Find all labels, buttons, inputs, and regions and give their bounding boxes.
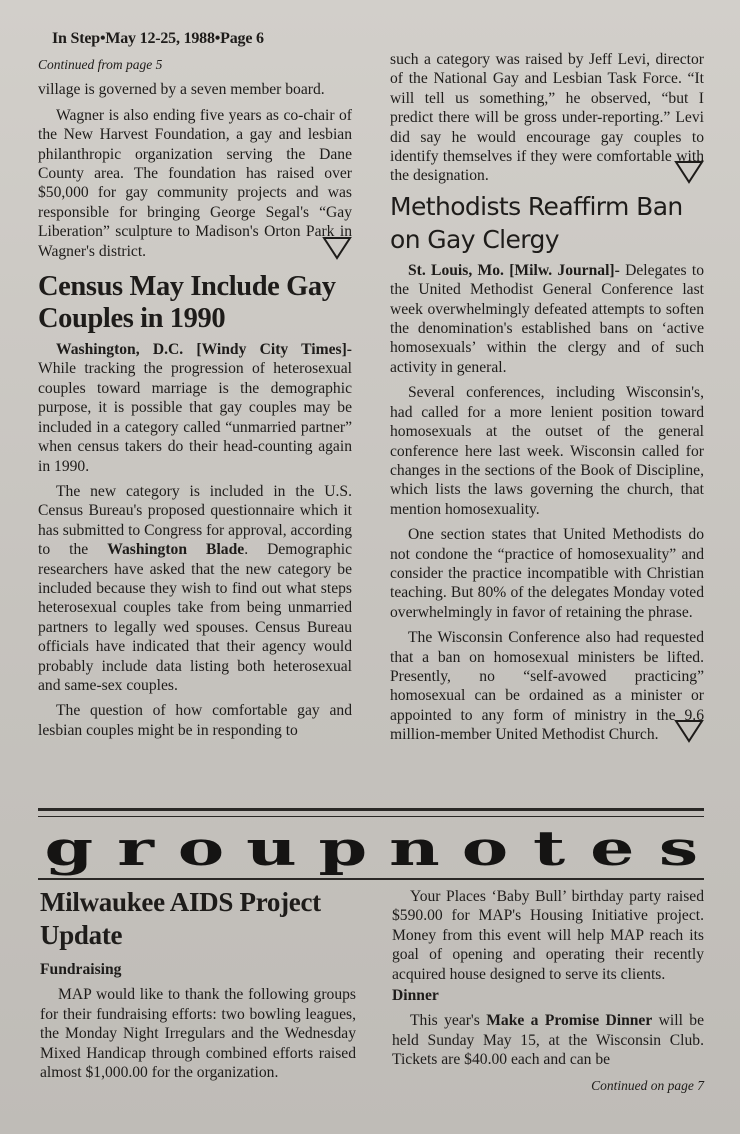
- census-dateline: Washington, D.C. [Windy City Times]-: [56, 341, 352, 359]
- census-continuation: [390, 50, 704, 186]
- page-folio: In Step•May 12-25, 1988•Page 6: [52, 30, 264, 47]
- banner-letter: t: [533, 821, 566, 877]
- group-notes-left-column: [40, 886, 356, 1082]
- baby-bull-paragraph: Your Places ‘Baby Bull’ birthday party raised $590.00 for MAP's Housing Initiative project. Money from this event will help MAP reach its goal of opening and operating their recently acquired house designed to serve its clients.: [392, 888, 704, 983]
- continued-on-note: Continued on page 7: [591, 1077, 704, 1093]
- right-column: [390, 50, 704, 745]
- census-paragraph-3: The question of how comfortable gay and lesbian couples might be in responding to: [38, 702, 352, 739]
- banner-rule-top-thin: [38, 816, 704, 817]
- census-paragraph-2-text-a: The new category is included in the U.S. Census Bureau's proposed questionnaire which it has submitted to Congress for approval, according to the: [38, 482, 352, 559]
- banner-letter: o: [177, 821, 225, 877]
- left-column: [38, 55, 352, 740]
- map-headline: Milwaukee AIDS Project Update: [40, 887, 321, 950]
- census-headline: Census May Include Gay Couples in 1990: [38, 271, 336, 335]
- methodists-paragraph-2: Several conferences, including Wisconsin's, had called for a more lenient position toward homosexuals at the outset of the general conference here last week. Wisconsin called for changes in the sections of the Book of Discipline, which lists the laws governing the church, that mention homosexuality.: [390, 384, 704, 518]
- census-continuation-text: such a category was raised by Jeff Levi, director of the National Gay and Lesbian Task Force. “It will tell us something,” he observed, “but I predict there will be gross under-reporting.” Levi did say he would encourage gay couples to identify themselves if they were comfortable with the designation.: [390, 51, 704, 185]
- wagner-paragraph-2-text: Wagner is also ending five years as co-chair of the New Harvest Foundation, a gay and lesbian philanthropic organization serving the Dane County area. The foundation has raised over $50,000 for gay community projects and was responsible for bringing George Segal's “Gay Liberation” sculpture to Madison's Orton Park in Wagner's district.: [38, 106, 352, 260]
- fundraising-paragraph: MAP would like to thank the following groups for their fundraising efforts: two bowling leagues, the Monday Night Irregulars and the Wednesday Mixed Handicap through combined efforts raised almost $1,000.00 for the organization.: [40, 986, 356, 1082]
- methodists-headline: Methodists Reaffirm Ban on Gay Clergy: [390, 191, 683, 254]
- wagner-paragraph-1: village is governed by a seven member board.: [38, 81, 325, 99]
- dinner-paragraph-text-b: will be held Sunday May 15, at the Wisconsin Club. Tickets are $40.00 each and can be: [392, 1012, 705, 1069]
- methodists-paragraph-3: One section states that United Methodists do not condone the “practice of homosexuality” and consider the practice incompatible with Christian teaching. But 80% of the delegates Monday voted overwhelmingly in favor of retaining the phrase.: [390, 526, 704, 621]
- banner-letter: g: [44, 821, 94, 877]
- census-paragraph-2: [38, 482, 352, 695]
- methodists-paragraph-1-text: Delegates to the United Methodist General Conference last week overwhelmingly defeated attempts to soften the denomination's established bans on ‘active homosexuals’ within the clergy and of such activity in general.: [390, 261, 704, 376]
- banner-letter: n: [389, 821, 440, 877]
- group-notes-banner: [44, 821, 699, 877]
- census-source-name: Washington Blade: [107, 541, 245, 559]
- banner-letter: p: [318, 821, 368, 877]
- dinner-paragraph: [392, 1011, 704, 1069]
- banner-rule-bottom: [38, 878, 704, 880]
- census-paragraph-1-text: While tracking the progression of heterosexual couples toward marriage is the demographic purpose, it is possible that gay couples may be included in a category called “unmarried partner” when census takers do their head-counting again in 1990.: [38, 360, 352, 475]
- methodists-dateline: St. Louis, Mo. [Milw. Journal]-: [408, 261, 620, 279]
- dinner-subhead: Dinner: [392, 987, 439, 1005]
- fundraising-subhead: Fundraising: [40, 961, 122, 978]
- wagner-paragraph-2: [38, 106, 352, 261]
- banner-rule-top-thick: [38, 808, 704, 811]
- dinner-event-name: Make a Promise Dinner: [486, 1012, 653, 1030]
- banner-letter: s: [658, 821, 699, 877]
- methodists-paragraph-1: [390, 261, 704, 377]
- group-notes-right-column: [392, 887, 704, 1095]
- banner-letter: r: [116, 821, 154, 877]
- dinner-paragraph-text-a: This year's: [410, 1012, 487, 1030]
- banner-letter: u: [246, 821, 297, 877]
- methodists-paragraph-4: [390, 628, 704, 744]
- census-paragraph-2-text-b: . Demographic researchers have asked that the new category be included because they wish to find out what steps heterosexual couples take from being unmarried partners to legally wed spouses. Census Bureau officials have indicated that their agency would probably include data listing both heterosexual and same-sex couples.: [38, 541, 352, 694]
- continued-from-note: Continued from page 5: [38, 57, 163, 72]
- census-paragraph-1: [38, 340, 352, 476]
- banner-letter: o: [461, 821, 509, 877]
- banner-letter: e: [590, 821, 635, 877]
- methodists-paragraph-4-text: The Wisconsin Conference also had requested that a ban on homosexual ministers be lifted. Presently, no “self-avowed practicing” homosexual can be ordained as a minister or appointed to any form of ministry in the 9.6 million-member United Methodist Church.: [390, 629, 704, 744]
